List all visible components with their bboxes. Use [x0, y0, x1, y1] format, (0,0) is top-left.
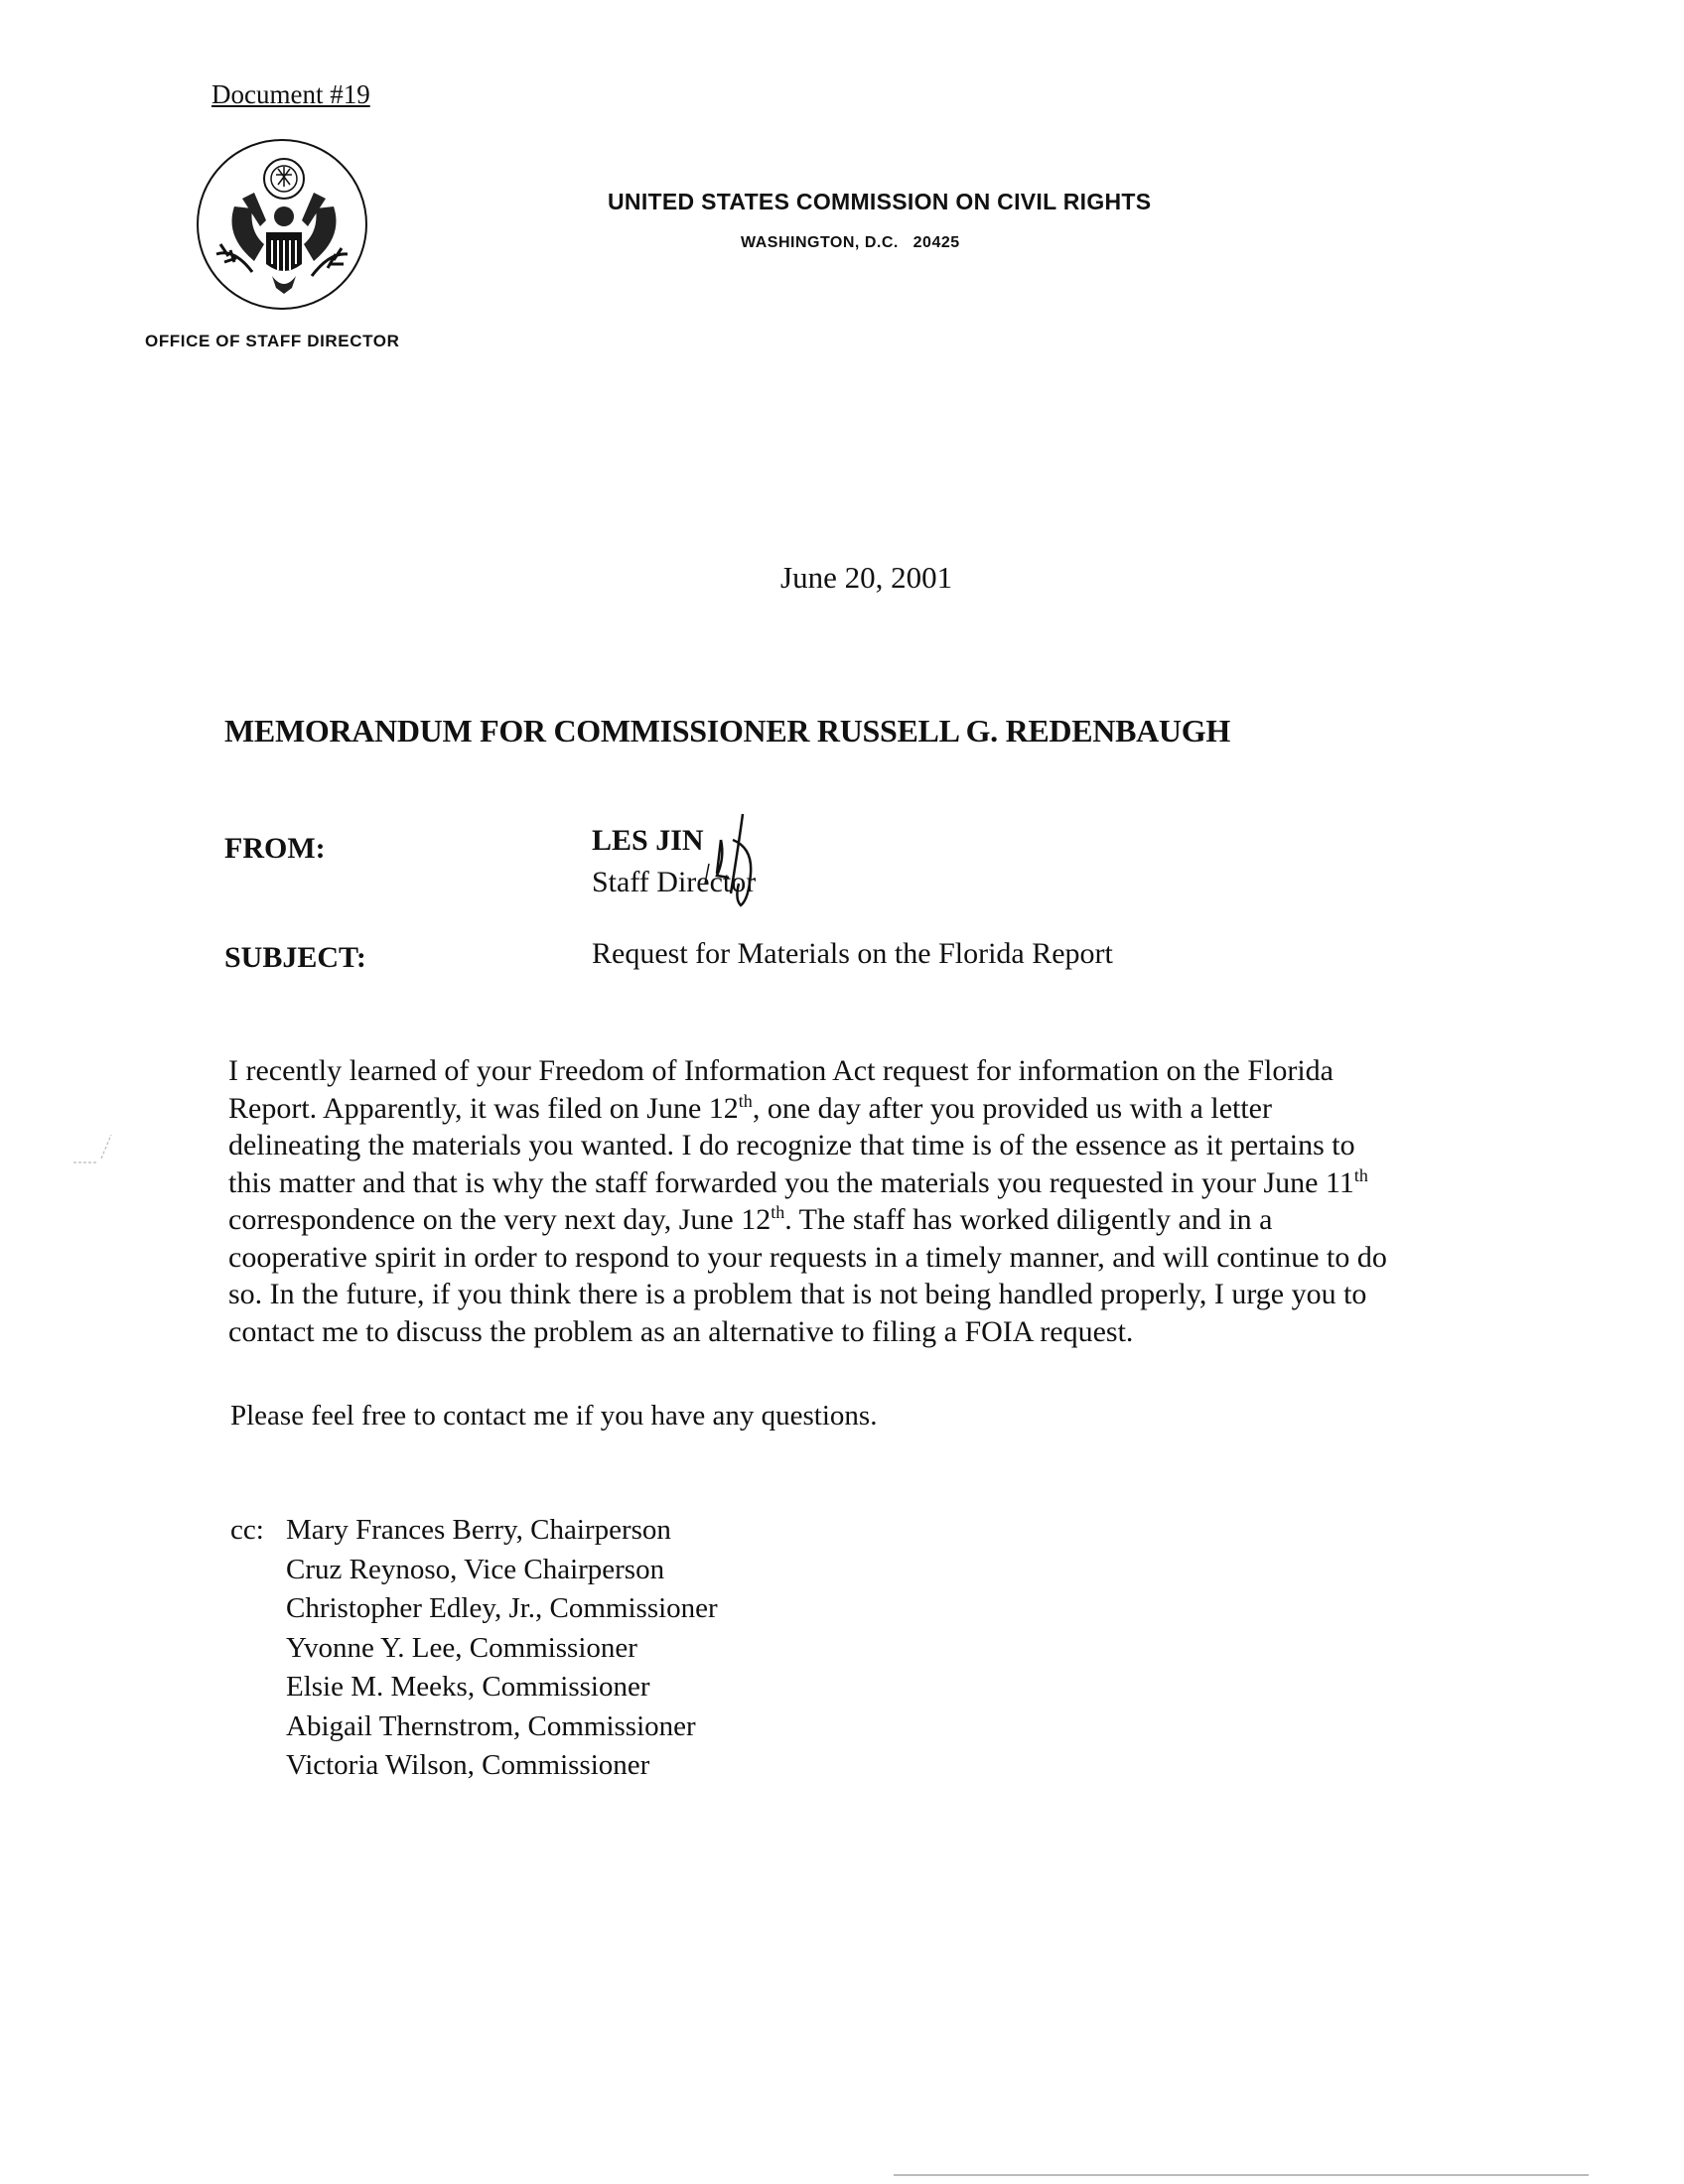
cc-label: cc: — [230, 1514, 264, 1546]
agency-name: UNITED STATES COMMISSION ON CIVIL RIGHTS — [608, 189, 1152, 214]
cc-recipient: Mary Frances Berry, Chairperson — [286, 1514, 671, 1546]
cc-recipient: Elsie M. Meeks, Commissioner — [286, 1671, 650, 1703]
subject-label: SUBJECT: — [224, 941, 366, 974]
memo-body — [228, 1052, 1549, 1350]
cc-recipient: Yvonne Y. Lee, Commissioner — [286, 1631, 637, 1664]
cc-recipient: Christopher Edley, Jr., Commissioner — [286, 1592, 718, 1624]
subject-value: Request for Materials on the Florida Report — [592, 937, 1113, 970]
great-seal-icon — [195, 137, 369, 312]
body-line: Report. Apparently, it was filed on June 12th, one day after you provided us with a letter — [228, 1090, 1272, 1125]
body-line: cooperative spirit in order to respond to your requests in a timely manner, and will continue to do — [228, 1240, 1387, 1274]
body-line: so. In the future, if you think there is a problem that is not being handled properly, I urge you to — [228, 1278, 1367, 1310]
sender-title: Staff Director — [592, 866, 757, 898]
body-line: contact me to discuss the problem as an alternative to filing a FOIA request. — [228, 1314, 1134, 1348]
body-line: I recently learned of your Freedom of Information Act request for information on the Florida — [228, 1054, 1333, 1087]
page-edge-divider — [894, 2174, 1589, 2176]
memo-title: MEMORANDUM FOR COMMISSIONER RUSSELL G. REDENBAUGH — [224, 713, 1230, 749]
memo-date: June 20, 2001 — [780, 560, 953, 595]
cc-recipient: Cruz Reynoso, Vice Chairperson — [286, 1553, 665, 1585]
document-number: Document #19 — [211, 79, 370, 109]
office-name: OFFICE OF STAFF DIRECTOR — [145, 332, 400, 350]
agency-address: WASHINGTON, D.C. 20425 — [741, 234, 960, 251]
margin-mark-icon — [71, 1127, 119, 1166]
closing-line: Please feel free to contact me if you have any questions. — [230, 1400, 878, 1432]
from-label: FROM: — [224, 832, 326, 865]
sender-name: LES JIN — [592, 824, 704, 857]
cc-list — [230, 1511, 718, 1786]
body-line: correspondence on the very next day, June 12th. The staff has worked diligently and in a — [228, 1202, 1273, 1236]
body-line: delineating the materials you wanted. I do recognize that time is of the essence as it pertains to — [228, 1129, 1355, 1161]
handwritten-initials-icon — [695, 804, 804, 913]
cc-recipient: Abigail Thernstrom, Commissioner — [286, 1709, 696, 1742]
body-line: this matter and that is why the staff forwarded you the materials you requested in your June 11th — [228, 1164, 1368, 1199]
cc-recipient: Victoria Wilson, Commissioner — [286, 1749, 650, 1781]
